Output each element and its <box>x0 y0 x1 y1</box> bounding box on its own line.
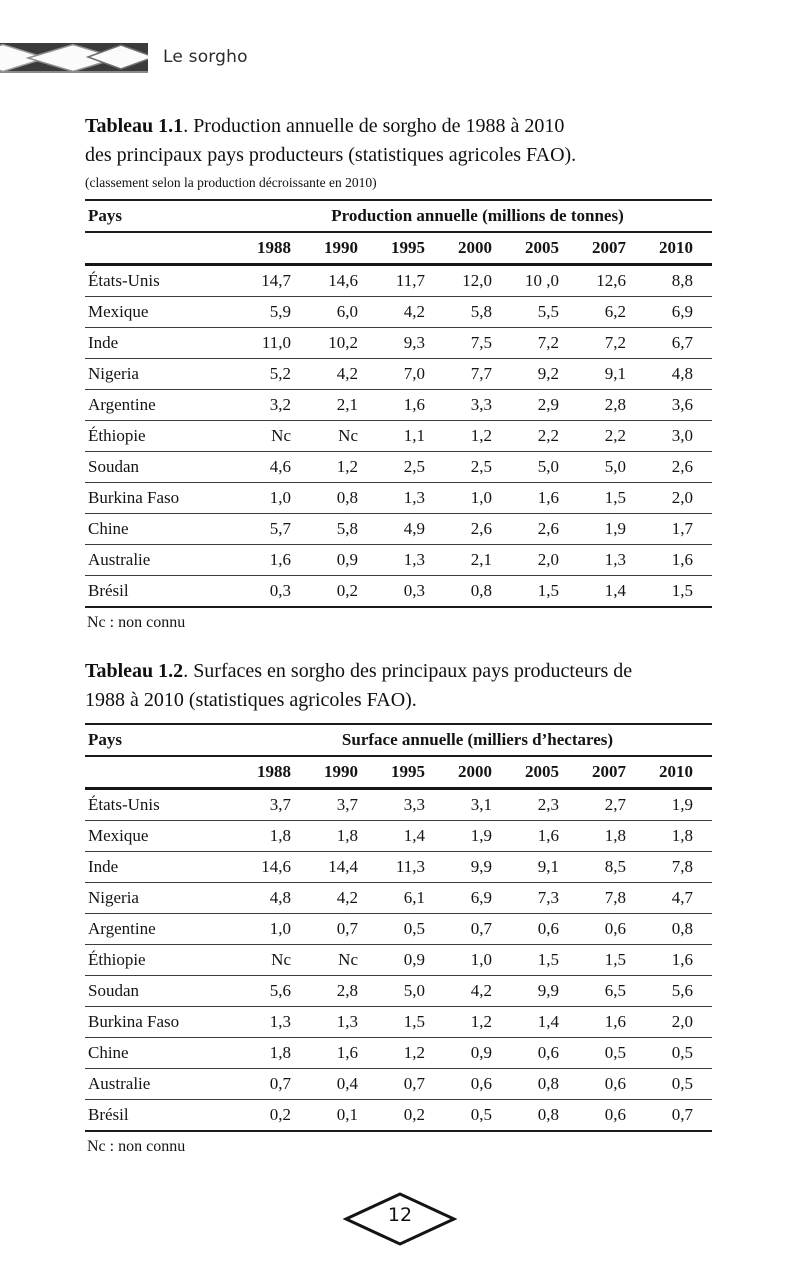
value-cell: 2,2 <box>578 421 645 452</box>
value-cell: 2,5 <box>444 452 511 483</box>
value-cell: 1,2 <box>444 1007 511 1038</box>
value-cell: 11,0 <box>243 328 310 359</box>
value-cell: 4,8 <box>243 883 310 914</box>
table2-caption <box>85 657 712 715</box>
country-cell: Mexique <box>85 297 243 328</box>
value-cell: 4,2 <box>377 297 444 328</box>
country-cell: Nigeria <box>85 359 243 390</box>
value-cell: 1,5 <box>578 945 645 976</box>
value-cell: 1,0 <box>444 483 511 514</box>
value-cell: 8,5 <box>578 852 645 883</box>
value-cell: 2,7 <box>578 789 645 821</box>
page-number: 12 <box>387 1204 413 1226</box>
value-cell: 1,3 <box>377 545 444 576</box>
value-cell: 0,8 <box>470 581 492 600</box>
value-cell: 1,6 <box>243 545 310 576</box>
table1-years-row <box>85 232 712 265</box>
table-row <box>85 421 712 452</box>
value-cell: 1,0 <box>243 914 310 945</box>
value-cell: 4,8 <box>645 359 712 390</box>
value-cell: 1,5 <box>377 1007 444 1038</box>
value-cell: 4,9 <box>377 514 444 545</box>
year-header: 2005 <box>511 232 578 265</box>
table1-group-header-row <box>85 200 712 232</box>
table-row <box>85 821 712 852</box>
value-cell: 5,0 <box>377 976 444 1007</box>
value-cell: 9,2 <box>511 359 578 390</box>
value-cell: 8,8 <box>645 265 712 297</box>
value-cell: 1,2 <box>310 452 377 483</box>
country-cell: Soudan <box>85 976 243 1007</box>
value-cell: Nc <box>310 421 377 452</box>
value-cell: 2,8 <box>578 390 645 421</box>
value-cell: 1,5 <box>671 581 693 600</box>
year-header: 1988 <box>243 232 310 265</box>
value-cell: 1,9 <box>444 821 511 852</box>
table1-caption <box>85 112 712 170</box>
year-header: 1995 <box>377 232 444 265</box>
table-row <box>85 1100 712 1132</box>
value-cell: 1,5 <box>537 581 559 600</box>
value-cell: 0,5 <box>377 914 444 945</box>
value-cell: 1,3 <box>377 483 444 514</box>
value-cell: 0,3 <box>403 581 425 600</box>
value-cell: 0,7 <box>444 914 511 945</box>
value-cell: 0,1 <box>336 1105 358 1124</box>
country-cell: Argentine <box>85 914 243 945</box>
value-cell: 1,6 <box>377 390 444 421</box>
value-cell: 1,6 <box>578 1007 645 1038</box>
value-cell: 2,0 <box>645 483 712 514</box>
table-row <box>85 789 712 821</box>
table1-caption-line2: des principaux pays producteurs (statistiques agricoles FAO). <box>85 144 577 166</box>
year-header: 2005 <box>511 756 578 789</box>
value-cell: 0,8 <box>645 914 712 945</box>
value-cell: 4,2 <box>310 359 377 390</box>
year-header: 2010 <box>645 232 712 265</box>
value-cell: Nc <box>243 945 310 976</box>
value-cell: 0,7 <box>671 1105 693 1124</box>
table-row <box>85 1038 712 1069</box>
value-cell: 0,5 <box>645 1038 712 1069</box>
value-cell: 14,4 <box>310 852 377 883</box>
country-cell: Chine <box>85 1038 243 1069</box>
value-cell: 0,3 <box>269 581 291 600</box>
value-cell: 1,0 <box>243 483 310 514</box>
value-cell: 1,8 <box>243 1038 310 1069</box>
value-cell: 5,6 <box>243 976 310 1007</box>
value-cell: 2,1 <box>444 545 511 576</box>
value-cell: 1,2 <box>444 421 511 452</box>
value-cell: 9,3 <box>377 328 444 359</box>
value-cell: 2,6 <box>511 514 578 545</box>
value-cell: 7,8 <box>645 852 712 883</box>
year-header: 1988 <box>243 756 310 789</box>
value-cell: 10,2 <box>310 328 377 359</box>
table-row <box>85 328 712 359</box>
table-row <box>85 514 712 545</box>
empty-corner-cell <box>85 756 243 789</box>
value-cell: 2,9 <box>511 390 578 421</box>
table-row <box>85 297 712 328</box>
table-row <box>85 1007 712 1038</box>
value-cell: 9,9 <box>444 852 511 883</box>
value-cell: 9,1 <box>578 359 645 390</box>
table1-caption-text: . Production annuelle de sorgho de 1988 à 2010 <box>183 115 565 137</box>
value-cell: 5,0 <box>511 452 578 483</box>
value-cell: 2,3 <box>511 789 578 821</box>
value-cell: 1,8 <box>645 821 712 852</box>
value-cell: 2,5 <box>377 452 444 483</box>
table1-group-header: Production annuelle (millions de tonnes) <box>243 200 712 232</box>
value-cell: 2,1 <box>310 390 377 421</box>
value-cell: 6,9 <box>444 883 511 914</box>
country-cell: Australie <box>85 1069 243 1100</box>
table2-caption-text: . Surfaces en sorgho des principaux pays producteurs de <box>183 660 633 682</box>
country-cell: Burkina Faso <box>85 1007 243 1038</box>
value-cell: 0,6 <box>511 1038 578 1069</box>
value-cell: 5,7 <box>243 514 310 545</box>
value-cell: 0,9 <box>444 1038 511 1069</box>
value-cell: 0,7 <box>243 1069 310 1100</box>
value-cell: Nc <box>310 945 377 976</box>
value-cell: 7,5 <box>444 328 511 359</box>
value-cell: 7,3 <box>511 883 578 914</box>
value-cell: 14,6 <box>243 852 310 883</box>
country-cell: Soudan <box>85 452 243 483</box>
diamond-ornament-icon <box>0 43 148 73</box>
country-cell: Burkina Faso <box>85 483 243 514</box>
year-header: 2000 <box>444 756 511 789</box>
table1-footnote: Nc : non connu <box>87 614 186 631</box>
surface-table <box>85 723 712 1132</box>
country-cell: Brésil <box>88 581 129 600</box>
value-cell: Nc <box>243 421 310 452</box>
value-cell: 3,6 <box>645 390 712 421</box>
value-cell: 2,0 <box>511 545 578 576</box>
pays-column-header: Pays <box>85 724 243 756</box>
value-cell: 1,5 <box>511 945 578 976</box>
value-cell: 2,6 <box>444 514 511 545</box>
running-head-title: Le sorgho <box>163 47 248 67</box>
value-cell: 0,2 <box>336 581 358 600</box>
value-cell: 9,9 <box>511 976 578 1007</box>
country-cell: Chine <box>85 514 243 545</box>
value-cell: 5,2 <box>243 359 310 390</box>
value-cell: 0,5 <box>645 1069 712 1100</box>
value-cell: 2,6 <box>645 452 712 483</box>
table-row <box>85 852 712 883</box>
value-cell: 0,8 <box>511 1069 578 1100</box>
value-cell: 0,6 <box>578 914 645 945</box>
table2-group-header-row <box>85 724 712 756</box>
value-cell: 1,4 <box>377 821 444 852</box>
page-content <box>85 112 712 1156</box>
country-cell: États-Unis <box>85 789 243 821</box>
country-cell: Nigeria <box>85 883 243 914</box>
table-row <box>85 976 712 1007</box>
value-cell: 10 ,0 <box>511 265 578 297</box>
value-cell: 5,8 <box>310 514 377 545</box>
year-header: 2010 <box>645 756 712 789</box>
value-cell: 1,9 <box>645 789 712 821</box>
value-cell: 0,9 <box>310 545 377 576</box>
value-cell: 0,7 <box>310 914 377 945</box>
table-row <box>85 1069 712 1100</box>
value-cell: 0,6 <box>511 914 578 945</box>
value-cell: 3,3 <box>377 789 444 821</box>
value-cell: 12,6 <box>578 265 645 297</box>
value-cell: 4,2 <box>444 976 511 1007</box>
year-header: 1990 <box>310 232 377 265</box>
value-cell: 1,8 <box>578 821 645 852</box>
value-cell: 6,0 <box>310 297 377 328</box>
value-cell: 4,7 <box>645 883 712 914</box>
value-cell: 0,2 <box>269 1105 291 1124</box>
value-cell: 7,8 <box>578 883 645 914</box>
country-cell: Australie <box>85 545 243 576</box>
table-row <box>85 545 712 576</box>
value-cell: 1,7 <box>645 514 712 545</box>
country-cell: États-Unis <box>85 265 243 297</box>
production-table <box>85 199 712 608</box>
table1-caption-note: (classement selon la production décroissante en 2010) <box>85 175 377 190</box>
table2-group-header: Surface annuelle (milliers d’hectares) <box>243 724 712 756</box>
value-cell: 2,8 <box>310 976 377 1007</box>
value-cell: 6,9 <box>645 297 712 328</box>
table2-years-row <box>85 756 712 789</box>
value-cell: 0,6 <box>444 1069 511 1100</box>
table-row <box>85 945 712 976</box>
value-cell: 0,2 <box>403 1105 425 1124</box>
table-row <box>85 390 712 421</box>
value-cell: 0,5 <box>578 1038 645 1069</box>
value-cell: 2,0 <box>645 1007 712 1038</box>
value-cell: 7,2 <box>511 328 578 359</box>
year-header: 1995 <box>377 756 444 789</box>
value-cell: 6,2 <box>578 297 645 328</box>
value-cell: 1,0 <box>444 945 511 976</box>
value-cell: 7,7 <box>444 359 511 390</box>
value-cell: 1,6 <box>511 821 578 852</box>
value-cell: 5,0 <box>578 452 645 483</box>
table-row <box>85 359 712 390</box>
value-cell: 11,7 <box>377 265 444 297</box>
value-cell: 1,8 <box>310 821 377 852</box>
value-cell: 0,8 <box>310 483 377 514</box>
value-cell: 7,0 <box>377 359 444 390</box>
value-cell: 1,6 <box>645 945 712 976</box>
table-row <box>85 483 712 514</box>
page-number-ornament <box>343 1190 457 1248</box>
table2-caption-line1 <box>85 657 712 686</box>
value-cell: 6,7 <box>645 328 712 359</box>
value-cell: 2,2 <box>511 421 578 452</box>
country-cell: Éthiopie <box>85 421 243 452</box>
country-cell: Éthiopie <box>85 945 243 976</box>
table1-caption-label: Tableau 1.1 <box>85 115 184 137</box>
table2-caption-label: Tableau 1.2 <box>85 660 184 682</box>
country-cell: Argentine <box>85 390 243 421</box>
value-cell: 4,6 <box>243 452 310 483</box>
value-cell: 1,8 <box>243 821 310 852</box>
value-cell: 5,5 <box>511 297 578 328</box>
value-cell: 0,6 <box>604 1105 626 1124</box>
country-cell: Inde <box>85 852 243 883</box>
table2-footnote: Nc : non connu <box>87 1138 186 1155</box>
value-cell: 7,2 <box>578 328 645 359</box>
year-header: 2000 <box>444 232 511 265</box>
value-cell: 5,6 <box>645 976 712 1007</box>
value-cell: 1,9 <box>578 514 645 545</box>
value-cell: 1,6 <box>511 483 578 514</box>
value-cell: 1,6 <box>645 545 712 576</box>
value-cell: 4,2 <box>310 883 377 914</box>
table-row <box>85 265 712 297</box>
value-cell: 3,7 <box>243 789 310 821</box>
value-cell: 1,3 <box>243 1007 310 1038</box>
value-cell: 5,9 <box>243 297 310 328</box>
value-cell: 0,6 <box>578 1069 645 1100</box>
running-header <box>0 43 800 73</box>
value-cell: 0,5 <box>470 1105 492 1124</box>
country-cell: Mexique <box>85 821 243 852</box>
value-cell: 0,4 <box>310 1069 377 1100</box>
value-cell: 1,5 <box>578 483 645 514</box>
year-header: 1990 <box>310 756 377 789</box>
value-cell: 3,1 <box>444 789 511 821</box>
year-header: 2007 <box>578 756 645 789</box>
value-cell: 14,7 <box>243 265 310 297</box>
value-cell: 1,1 <box>377 421 444 452</box>
value-cell: 6,1 <box>377 883 444 914</box>
value-cell: 1,4 <box>604 581 626 600</box>
table-row <box>85 914 712 945</box>
value-cell: 0,9 <box>377 945 444 976</box>
empty-corner-cell <box>85 232 243 265</box>
pays-column-header: Pays <box>85 200 243 232</box>
value-cell: 3,7 <box>310 789 377 821</box>
value-cell: 0,8 <box>537 1105 559 1124</box>
value-cell: 5,8 <box>444 297 511 328</box>
table1-caption-line1 <box>85 112 712 141</box>
table2-caption-line2: 1988 à 2010 (statistiques agricoles FAO). <box>85 689 417 711</box>
value-cell: 3,0 <box>645 421 712 452</box>
value-cell: 14,6 <box>310 265 377 297</box>
country-cell: Brésil <box>88 1105 129 1124</box>
value-cell: 1,3 <box>578 545 645 576</box>
country-cell: Inde <box>85 328 243 359</box>
value-cell: 3,3 <box>444 390 511 421</box>
value-cell: 1,6 <box>310 1038 377 1069</box>
value-cell: 1,3 <box>310 1007 377 1038</box>
table-row <box>85 452 712 483</box>
value-cell: 11,3 <box>377 852 444 883</box>
value-cell: 6,5 <box>578 976 645 1007</box>
year-header: 2007 <box>578 232 645 265</box>
value-cell: 1,4 <box>511 1007 578 1038</box>
table-row <box>85 883 712 914</box>
value-cell: 12,0 <box>444 265 511 297</box>
value-cell: 9,1 <box>511 852 578 883</box>
table-row <box>85 576 712 608</box>
value-cell: 1,2 <box>377 1038 444 1069</box>
value-cell: 0,7 <box>377 1069 444 1100</box>
value-cell: 3,2 <box>243 390 310 421</box>
